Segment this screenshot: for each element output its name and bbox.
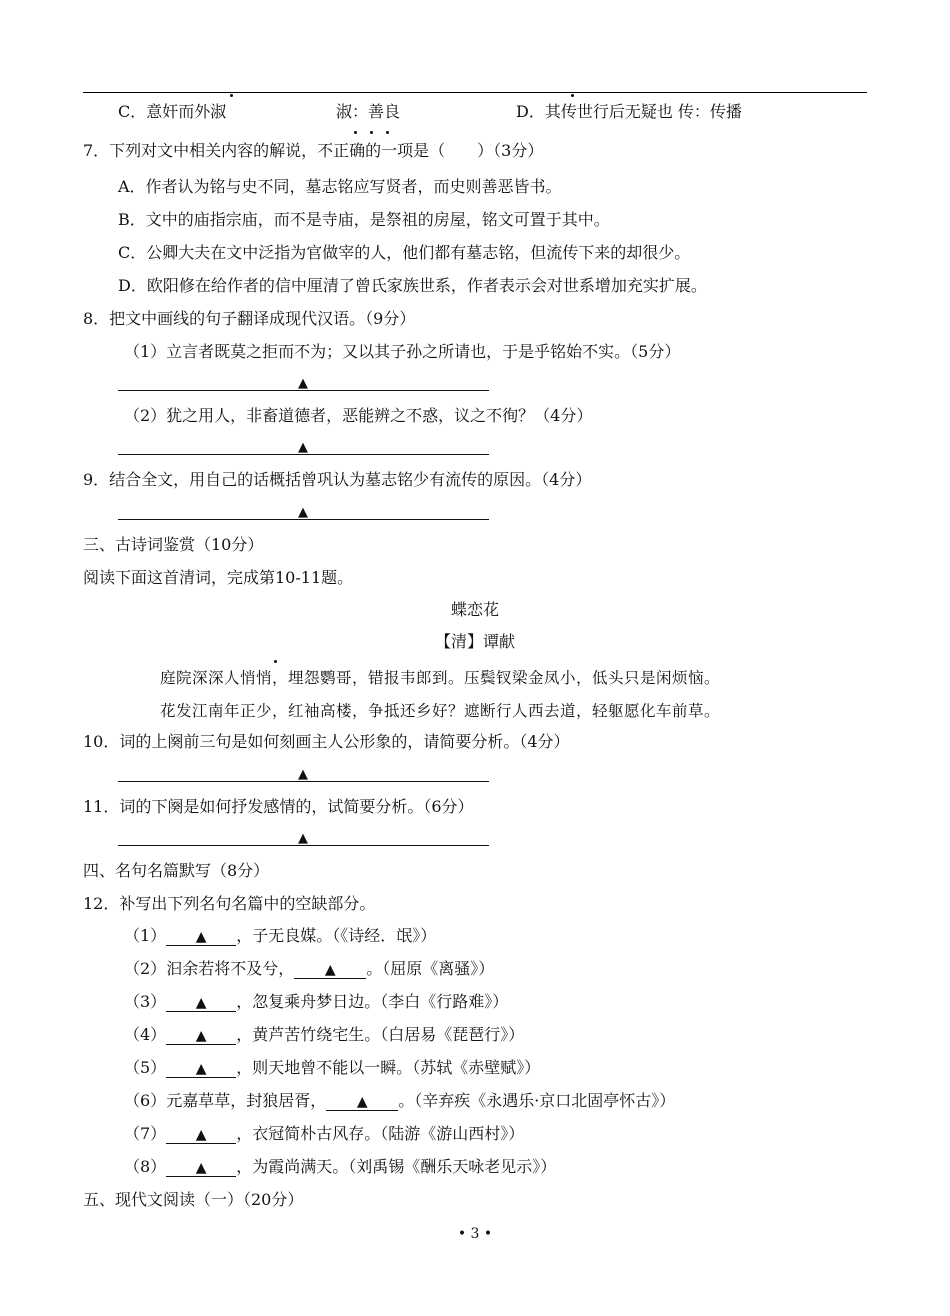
section4-title: 四、名句名篇默写（8分） xyxy=(83,861,270,880)
answer-line[interactable] xyxy=(118,390,489,391)
fill-blank[interactable]: ▲ xyxy=(166,926,236,946)
fill-blank[interactable]: ▲ xyxy=(166,1157,236,1177)
fill-blank[interactable]: ▲ xyxy=(166,1124,236,1144)
emphasis-dot xyxy=(370,131,373,134)
recite-item: （3） ▲ ，忽复乘舟梦日边。（李白《行路难》） xyxy=(124,992,509,1011)
fill-blank[interactable]: ▲ xyxy=(166,992,236,1012)
page-number: • 3 • xyxy=(457,1226,493,1242)
fill-blank[interactable]: ▲ xyxy=(166,1058,236,1078)
fill-blank[interactable]: ▲ xyxy=(294,959,366,979)
header-rule xyxy=(83,92,867,93)
q7-option-d: D．欧阳修在给作者的信中厘清了曾氏家族世系，作者表示会对世系增加充实扩展。 xyxy=(118,276,707,295)
answer-line[interactable] xyxy=(118,845,489,846)
q8-stem: 8．把文中画线的句子翻译成现代汉语。（9分） xyxy=(83,309,416,328)
emphasis-dot xyxy=(571,94,574,97)
q9-stem: 9．结合全文，用自己的话概括曾巩认为墓志铭少有流传的原因。（4分） xyxy=(83,470,592,489)
poem-line-2: 花发江南年正少，红袖高楼，争抵还乡好？遮断行人西去道，轻躯愿化车前草。 xyxy=(160,702,721,720)
section3-title: 三、古诗词鉴赏（10分） xyxy=(83,535,264,554)
answer-line[interactable] xyxy=(118,781,489,782)
answer-line[interactable] xyxy=(118,519,489,520)
poem-line-1: 庭院深深人悄悄，埋怨鹦哥，错报韦郎到。压鬓钗梁金凤小，低头只是闲烦恼。 xyxy=(160,669,721,687)
section5-title: 五、现代文阅读（一）（20分） xyxy=(83,1190,304,1209)
recite-item: （1） ▲ ，子无良媒。（《诗经．氓》） xyxy=(124,926,437,945)
answer-marker: ▲ xyxy=(298,505,308,520)
q7-option-c: C．公卿大夫在文中泛指为官做宰的人，他们都有墓志铭，但流传下来的却很少。 xyxy=(118,243,691,262)
q10-stem: 10．词的上阕前三句是如何刻画主人公形象的，请简要分析。（4分） xyxy=(83,732,570,751)
emphasis-dot xyxy=(386,131,389,134)
answer-marker: ▲ xyxy=(298,767,308,782)
section3-intro: 阅读下面这首清词，完成第10-11题。 xyxy=(83,568,354,587)
recite-item: （4） ▲ ，黄芦苦竹绕宅生。（白居易《琵琶行》） xyxy=(124,1025,525,1044)
q7-option-b: B．文中的庙指宗庙，而不是寺庙，是祭祖的房屋，铭文可置于其中。 xyxy=(118,210,610,229)
fill-blank[interactable]: ▲ xyxy=(166,1025,236,1045)
q6-option-d: D．其传世行后无疑也 传：传播 xyxy=(516,102,742,121)
recite-item: （2）汩余若将不及兮， ▲ 。（屈原《离骚》） xyxy=(124,959,495,978)
answer-line[interactable] xyxy=(118,454,489,455)
q7-option-a: A．作者认为铭与史不同，墓志铭应写贤者，而史则善恶皆书。 xyxy=(118,177,562,196)
recite-item: （5） ▲ ，则天地曾不能以一瞬。（苏轼《赤壁赋》） xyxy=(124,1058,541,1077)
q6-option-c-gloss: 淑：善良 xyxy=(336,102,401,121)
poem-title: 蝶恋花 xyxy=(450,600,499,619)
q7-stem: 7．下列对文中相关内容的解说，不正确的一项是（ ）（3分） xyxy=(83,141,544,160)
emphasis-dot xyxy=(274,660,277,663)
poem-author: 【清】谭献 xyxy=(434,632,515,651)
recite-item: （7） ▲ ，衣冠简朴古风存。（陆游《游山西村》） xyxy=(124,1124,525,1143)
answer-marker: ▲ xyxy=(298,831,308,846)
q8-sub2: （2）犹之用人，非畜道德者，恶能辨之不惑，议之不徇？（4分） xyxy=(124,406,593,425)
q6-option-c: C．意奸而外淑 xyxy=(118,102,227,121)
recite-item: （8） ▲ ，为霞尚满天。（刘禹锡《酬乐天咏老见示》） xyxy=(124,1157,557,1176)
emphasis-dot xyxy=(230,94,233,97)
recite-item: （6）元嘉草草，封狼居胥， ▲ 。（辛弃疾《永遇乐·京口北固亭怀古》） xyxy=(124,1091,676,1110)
q8-sub1: （1）立言者既莫之拒而不为；又以其子孙之所请也，于是乎铭始不实。（5分） xyxy=(124,342,681,361)
q11-stem: 11．词的下阕是如何抒发感情的，试简要分析。（6分） xyxy=(83,797,474,816)
answer-marker: ▲ xyxy=(298,376,308,391)
fill-blank[interactable]: ▲ xyxy=(326,1091,398,1111)
answer-marker: ▲ xyxy=(298,440,308,455)
q12-stem: 12．补写出下列名句名篇中的空缺部分。 xyxy=(83,894,376,913)
emphasis-dot xyxy=(354,131,357,134)
